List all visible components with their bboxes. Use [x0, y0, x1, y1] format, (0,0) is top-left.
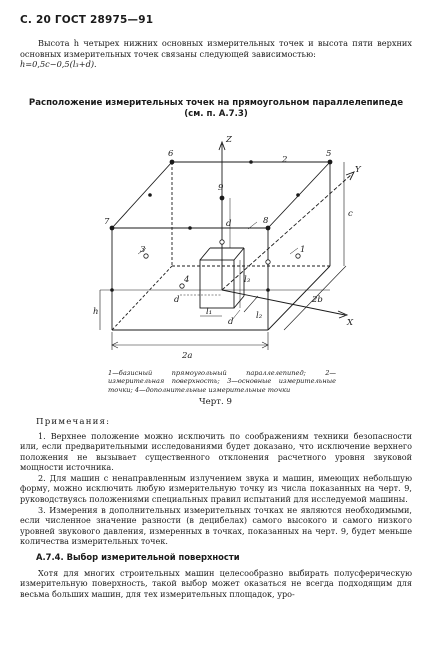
point-9	[220, 196, 225, 201]
label-2b: 2b	[312, 295, 323, 305]
point-low-left	[110, 288, 114, 292]
edge-left-bottom	[112, 266, 172, 330]
machine-edge-5	[234, 296, 244, 308]
point-6	[170, 160, 175, 165]
point-7	[110, 226, 115, 231]
intro-text: Высота h четырех нижних основных измерительных точек и высота пяти верхних основных измерительных точек связаны следующей зависимостью:	[20, 38, 412, 59]
label-l2: l₂	[256, 311, 263, 321]
figure-legend: 1—базисный прямоугольный параллелепипед; 2—измерительная поверхность; 3—основные измерительные точки; 4—дополнительные измерительные точки	[108, 369, 336, 394]
label-1: 1	[300, 245, 306, 255]
label-3: 3	[140, 245, 146, 255]
point-upper-additional	[220, 240, 224, 244]
point-8	[266, 226, 271, 231]
leader-1	[290, 248, 298, 254]
label-axis-x: X	[347, 318, 354, 328]
point-top-left-mid	[148, 193, 152, 197]
label-6: 6	[168, 149, 174, 159]
label-2a: 2a	[182, 351, 193, 361]
label-8: 8	[263, 216, 269, 226]
label-c: c	[348, 209, 353, 219]
point-top-front-mid	[188, 226, 192, 230]
label-7: 7	[104, 217, 110, 227]
figure-caption: Черт. 9	[199, 397, 232, 407]
machine-edge-2	[234, 248, 244, 260]
intro-paragraph	[20, 38, 412, 70]
subsection-heading: А.7.4. Выбор измерительной поверхности	[36, 552, 240, 562]
point-low-right	[266, 288, 270, 292]
label-l1: l₁	[206, 307, 213, 317]
label-4: 4	[184, 275, 190, 285]
intro-formula: h=0,5c−0,5(l₃+d).	[20, 59, 97, 70]
label-d-left: d	[174, 295, 180, 305]
label-d-bottom: d	[228, 317, 234, 327]
notes-list	[20, 431, 412, 547]
point-right-additional	[266, 260, 270, 264]
point-top-back-mid	[249, 160, 253, 164]
label-axis-z: Z	[226, 135, 232, 145]
machine-edge-1	[200, 248, 210, 260]
label-axis-y: Y	[355, 165, 361, 175]
standard-code: ГОСТ 28975—91	[54, 14, 154, 26]
note-item: 3. Измерения в дополнительных измерительных точках не являются необходимыми, если численное значение разности (в децибелах) самого высокого и самого низкого уровней звукового давления, измеренных в точках, показанных на черт. 9, будет меньше количества измерительных точек.	[20, 505, 412, 546]
note-item: 2. Для машин с ненаправленным излучением звука и машин, имеющих небольшую форму, можно исключить любую измерительную точку из числа показанных на черт. 9, руководствуясь положениями специальных правил испытаний для исследуемой машины.	[20, 473, 412, 504]
final-paragraph: Хотя для многих строительных машин целесообразно выбирать полусферическую измерительную поверхность, такой выбор может оказаться не всегда подходящим для весьма больших машин, для тех измерительных площадок, уро-	[20, 568, 412, 599]
label-h: h	[93, 307, 99, 317]
label-d-vertical: d	[226, 219, 232, 229]
notes-title: Примечания:	[36, 417, 111, 427]
y-axis	[222, 174, 352, 290]
figure-diagram	[0, 130, 431, 366]
note-item: 1. Верхнее положение можно исключить по соображениям техники безопасности или, если предварительными исследованиями будет доказано, что исключение верхнего положения не вызывает существенного отклонения расчетного уровня звуковой мощности источника.	[20, 431, 412, 472]
label-9: 9	[218, 183, 224, 193]
point-5	[328, 160, 333, 165]
point-top-right-mid	[296, 193, 300, 197]
label-5: 5	[326, 149, 332, 159]
dim-l2-line	[244, 296, 258, 312]
page-header	[20, 14, 153, 26]
figure-title: Расположение измерительных точек на прямоугольном параллелепипеде (см. п. А.7.3)	[28, 98, 404, 119]
label-l3: l₃	[244, 275, 251, 285]
page-number: С. 20	[20, 14, 51, 26]
x-axis	[222, 290, 345, 315]
edge-left-top	[112, 162, 172, 228]
label-2: 2	[282, 155, 288, 165]
